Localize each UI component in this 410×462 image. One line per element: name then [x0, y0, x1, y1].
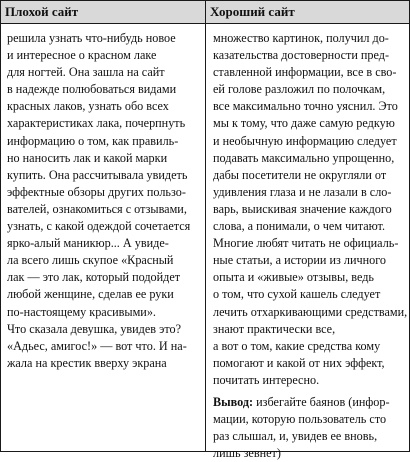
- bad-site-text-line: вателей, ознакомиться с отзывами,: [7, 201, 187, 216]
- bad-site-text-line: Что сказала девушка, увидев это?: [7, 321, 181, 336]
- bad-site-text-line: эффектные обзоры других пользо-: [7, 184, 186, 199]
- good-site-text-line: помогают и какой от них эффект,: [213, 355, 385, 370]
- bad-site-text-line: информацию о том, как правиль-: [7, 133, 179, 148]
- good-site-text-line: варь, выискивая значение каждого: [213, 201, 392, 216]
- conclusion-text-line: раз слышал, и, увидев ее вновь,: [213, 429, 378, 444]
- good-site-column: [213, 30, 408, 462]
- conclusion-text: избегайте баянов (инфор-: [253, 394, 390, 409]
- bad-site-text-line: узнать, с какой одеждой сочетается: [7, 219, 191, 234]
- bad-site-text-line: купить. Она рассчитывала увидеть: [7, 167, 188, 182]
- column-divider: [205, 1, 206, 451]
- good-site-text-line: множество картинок, получил до-: [213, 31, 389, 45]
- bad-site-text-line: характеристиках лака, почерпнуть: [7, 116, 186, 131]
- bad-site-text-line: «Адьес, амигос!» — вот что. И на-: [7, 338, 187, 353]
- good-site-text-line: удивления глаза и не лазали в сло-: [213, 184, 392, 199]
- conclusion-text-line: мации, которую пользователь сто: [213, 412, 387, 427]
- good-site-text-line: слова, а понимали, о чем читают.: [213, 219, 386, 234]
- conclusion-line: [213, 394, 405, 411]
- good-site-text-line: дабы посетители не округляли от: [213, 167, 387, 182]
- bad-site-text-line: и интересное о красном лаке: [7, 48, 157, 63]
- good-site-text-line: все максимально точно уяснил. Это: [213, 99, 398, 114]
- good-site-text-line: подавать максимально упрощенно,: [213, 150, 395, 165]
- good-site-text-line: казательства достоверности пред-: [213, 48, 390, 63]
- bad-site-text-line: лак — это лак, который подойдет: [7, 270, 181, 285]
- bad-site-text-line: решила узнать что-нибудь новое: [7, 31, 176, 45]
- bad-site-text-line: жала на крестик вверху экрана: [7, 355, 167, 370]
- header-good-site: Хороший сайт: [210, 4, 295, 19]
- bad-site-text-line: в надежде полюбоваться видами: [7, 82, 177, 97]
- good-site-text-line: знают практически все,: [213, 321, 336, 336]
- good-site-text-line: Многие любят читать не официаль-: [213, 236, 399, 251]
- good-site-text-line: а вот о том, какие средства кому: [213, 338, 381, 353]
- bad-site-text-line: любой женщине, сделав ее руки: [7, 287, 174, 302]
- bad-site-text-line: ла всего лишь скупое «Красный: [7, 253, 174, 268]
- bad-site-text-line: ярко-алый маникюр... А увиде-: [7, 236, 169, 251]
- conclusion-text-line: лишь зевнет): [213, 446, 281, 461]
- good-site-text-line: ей голове разложил по полочкам,: [213, 82, 386, 97]
- good-site-text-line: лечить отхаркивающими средствами,: [213, 304, 408, 319]
- good-site-text-line: и необычную информацию следует: [213, 133, 397, 148]
- bad-site-text-line: красных лаков, узнать обо всех: [7, 99, 169, 114]
- good-site-text-line: ставленной информации, все в сво-: [213, 65, 397, 80]
- bad-site-text-line: по-настоящему красивыми».: [7, 304, 156, 319]
- good-site-text-line: опыта и «живые» отзывы, ведь: [213, 270, 374, 285]
- conclusion-label: Вывод:: [213, 394, 254, 409]
- good-site-text-line: мы к тому, что даже самую редкую: [213, 116, 395, 131]
- bad-site-column: [7, 30, 201, 372]
- header-bad-site: Плохой сайт: [5, 4, 79, 19]
- good-site-text-line: ные статьи, а истории из личного: [213, 253, 386, 268]
- bad-site-text-line: но наносить лак и какой марки: [7, 150, 168, 165]
- good-site-text-line: о том, что сухой кашель следует: [213, 287, 381, 302]
- bad-site-text-line: для ногтей. Она зашла на сайт: [7, 65, 165, 80]
- good-site-text-line: почитать интересно.: [213, 372, 320, 387]
